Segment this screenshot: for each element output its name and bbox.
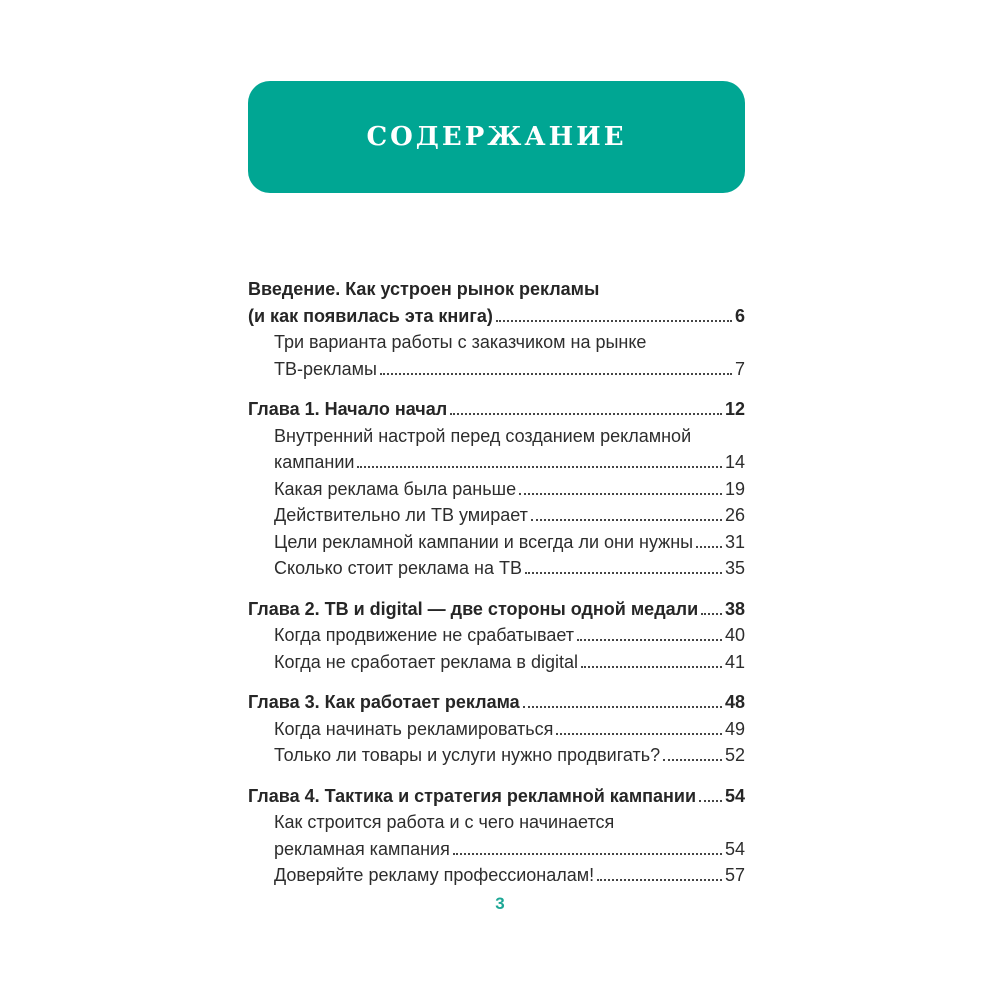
toc-dot-leader: [531, 505, 722, 521]
toc-entry-text: Внутренний настрой перед созданием рекламной: [274, 425, 692, 446]
toc-dot-leader: [663, 745, 722, 761]
toc-page-number: 31: [724, 531, 745, 552]
toc-line: [248, 596, 745, 623]
toc-entry-text: (и как появилась эта книга): [248, 305, 493, 326]
toc-entry-text: ТВ-рекламы: [274, 358, 377, 379]
toc-entry-text: Как строится работа и с чего начинается: [274, 812, 615, 832]
toc-entry-chapter: [248, 689, 745, 716]
toc-dot-leader: [450, 399, 722, 415]
toc-dot-leader: [581, 652, 722, 668]
toc-line: [248, 836, 745, 863]
toc-dot-leader: [357, 452, 722, 468]
toc-entry-text: кампании: [274, 452, 355, 472]
toc-entry-sub: [248, 555, 745, 582]
toc-entry-text: Действительно ли ТВ умирает: [274, 505, 528, 525]
toc-entry-sub: [248, 476, 745, 503]
toc-entry-sub: [248, 423, 745, 476]
toc-page-number: 54: [724, 838, 745, 859]
toc-entry-chapter: [248, 783, 745, 810]
toc-line: [248, 423, 745, 450]
toc-line: [248, 529, 745, 556]
toc-entry-text: Когда продвижение не срабатывает: [274, 625, 575, 645]
toc-entry-text: Глава 1. Начало начал: [248, 399, 448, 419]
toc-line: [248, 476, 745, 503]
toc-line: [248, 329, 745, 356]
toc-page-number: 40: [724, 625, 745, 645]
toc-entry-sub: [248, 862, 745, 889]
footer-page-number: 3: [495, 894, 505, 913]
toc-entry-sub: [248, 649, 745, 676]
toc-line: [248, 742, 745, 769]
toc-entry-sub: [248, 716, 745, 743]
toc-line: [248, 502, 745, 529]
toc-page-number: 12: [724, 399, 745, 419]
toc-page-number: 35: [724, 558, 745, 578]
toc-line: [248, 449, 745, 476]
toc-entry-text: Доверяйте рекламу профессионалам!: [274, 865, 595, 885]
toc-entry-text: Какая реклама была раньше: [274, 478, 517, 499]
toc-entry-chapter: [248, 276, 745, 329]
toc-line: [248, 276, 745, 303]
toc-entry-text: Глава 3. Как работает реклама: [248, 692, 520, 712]
toc-page-number: 41: [724, 651, 745, 672]
toc-entry-sub: [248, 622, 745, 649]
toc-dot-leader: [577, 625, 722, 641]
toc-dot-leader: [496, 306, 732, 322]
toc-page-number: 52: [724, 745, 745, 765]
toc-dot-leader: [701, 599, 722, 615]
toc-line: [248, 689, 745, 716]
toc-dot-leader: [556, 719, 722, 735]
toc-dot-leader: [699, 786, 722, 802]
toc-dot-leader: [525, 558, 722, 574]
toc-page-number: 19: [724, 478, 745, 499]
toc-line: [248, 622, 745, 649]
toc-line: [248, 555, 745, 582]
toc-entry-sub: [248, 742, 745, 769]
toc-entry-sub: [248, 809, 745, 862]
toc-entry-text: Только ли товары и услуги нужно продвигать?: [274, 745, 661, 765]
toc-page-number: 38: [724, 598, 745, 619]
toc-line: [248, 716, 745, 743]
toc-page-number: 7: [734, 358, 745, 379]
toc-entry-chapter: [248, 596, 745, 623]
toc-entry-text: Введение. Как устроен рынок рекламы: [248, 279, 600, 299]
toc-page-number: 54: [724, 785, 745, 806]
contents-header-banner: [248, 81, 745, 193]
toc-entry-text: Три варианта работы с заказчиком на рынке: [274, 332, 647, 352]
toc-page-number: 57: [724, 865, 745, 885]
toc-entry-text: Глава 4. Тактика и стратегия рекламной кампании: [248, 785, 697, 806]
toc-dot-leader: [696, 532, 722, 548]
toc-entry-text: Сколько стоит реклама на ТВ: [274, 558, 522, 578]
toc-list: [248, 276, 745, 889]
toc-entry-chapter: [248, 396, 745, 423]
toc-dot-leader: [453, 839, 722, 855]
toc-dot-leader: [519, 479, 722, 495]
toc-page-number: 6: [734, 305, 745, 326]
toc-page-number: 48: [724, 692, 745, 712]
toc-entry-text: Цели рекламной кампании и всегда ли они нужны: [274, 531, 694, 552]
toc-line: [248, 862, 745, 889]
toc-line: [248, 809, 745, 836]
toc-entry-sub: [248, 529, 745, 556]
toc-line: [248, 303, 745, 330]
toc-entry-text: рекламная кампания: [274, 838, 450, 859]
contents-title: СОДЕРЖАНИЕ: [366, 122, 627, 152]
toc-line: [248, 649, 745, 676]
toc-entry-text: Когда не сработает реклама в digital: [274, 651, 578, 672]
toc-entry-text: Когда начинать рекламироваться: [274, 718, 554, 739]
toc-entry-text: Глава 2. ТВ и digital — две стороны одной медали: [248, 598, 699, 619]
toc-line: [248, 783, 745, 810]
toc-page-number: 26: [724, 505, 745, 525]
toc-dot-leader: [523, 692, 722, 708]
toc-dot-leader: [380, 359, 732, 375]
toc-line: [248, 356, 745, 383]
toc-page-number: 49: [724, 718, 745, 739]
toc-entry-sub: [248, 329, 745, 382]
toc-dot-leader: [597, 865, 722, 881]
toc-page-number: 14: [724, 452, 745, 472]
toc-entry-sub: [248, 502, 745, 529]
toc-line: [248, 396, 745, 423]
